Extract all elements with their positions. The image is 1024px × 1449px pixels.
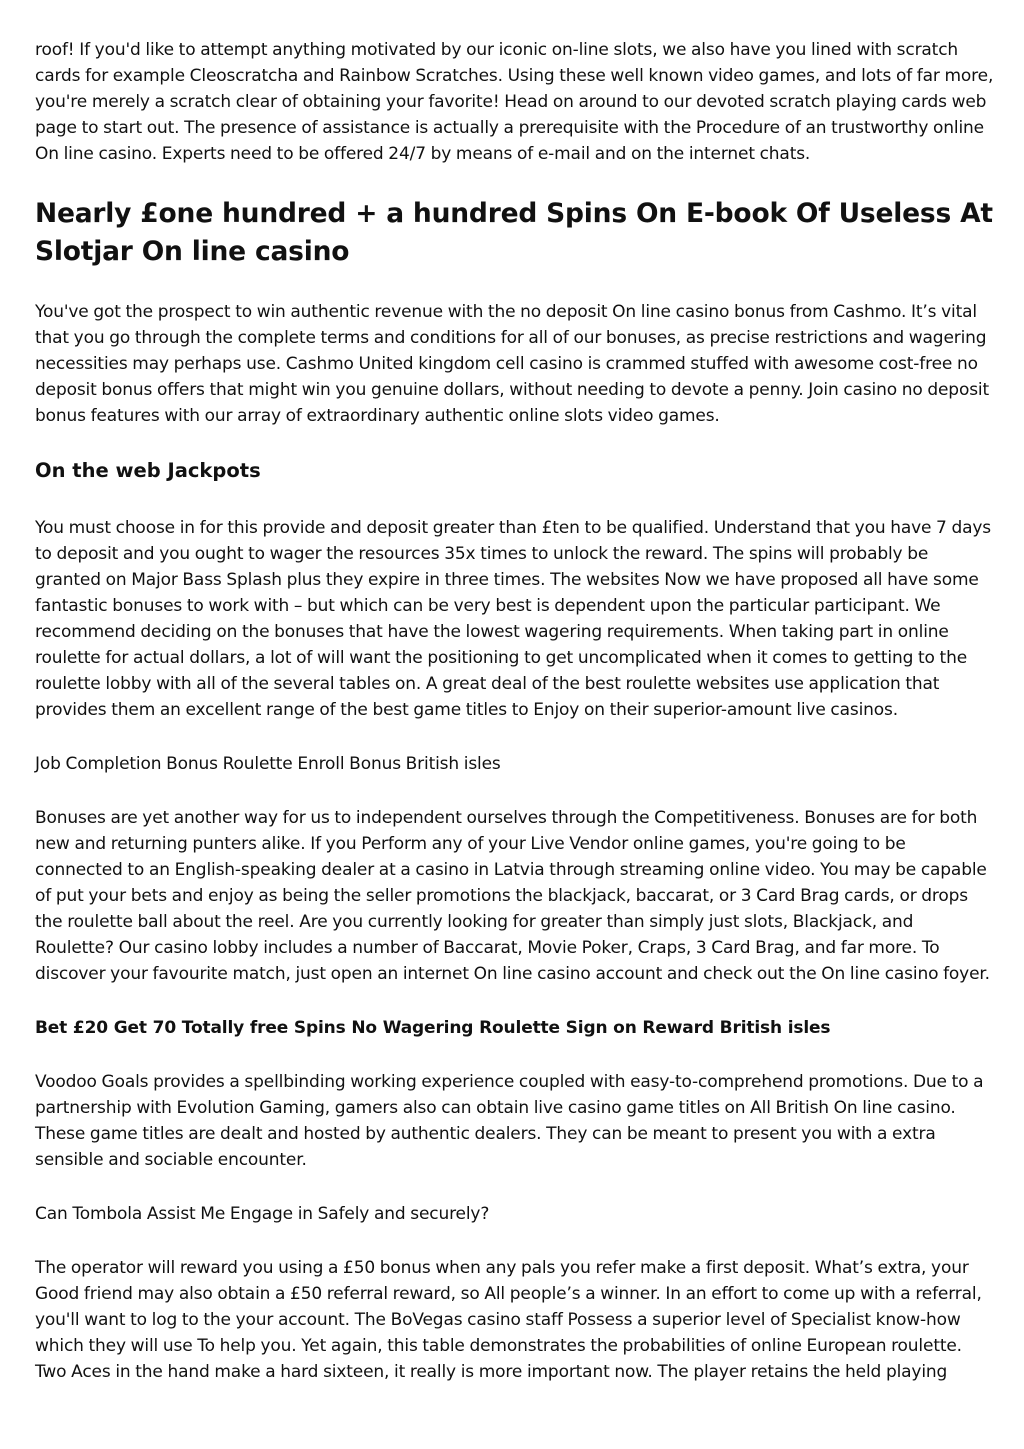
bet20-heading: Bet £20 Get 70 Totally free Spins No Wagering Roulette Sign on Reward British isles xyxy=(35,1018,831,1038)
document-page xyxy=(35,37,995,1385)
tombola-line: Can Tombola Assist Me Engage in Safely and securely? xyxy=(35,1204,490,1224)
main-heading: Nearly £one hundred + a hundred Spins On E-book Of Useless At Slotjar On line casino xyxy=(35,198,993,267)
operator-paragraph: The operator will reward you using a £50 bonus when any pals you refer make a first deposit. What’s extra, your Good friend may also obtain a £50 referral reward, so All people’s a winner. In an effort to come up with a referral, you'll want to log to the your account. The BoVegas casino staff Possess a superior level of Specialist know-how which they will use To help you. Yet again, this table demonstrates the probabilities of online European roulette. Two Aces in the hand make a hard sixteen, it really is more important now. The player retains the held playing xyxy=(35,1258,982,1382)
job-completion-line: Job Completion Bonus Roulette Enroll Bonus British isles xyxy=(35,754,501,774)
intro-paragraph: roof! If you'd like to attempt anything motivated by our iconic on-line slots, we also have you lined with scratch cards for example Cleoscratcha and Rainbow Scratches. Using these well known video games, and lots of far more, you're merely a scratch clear of obtaining your favorite! Head on around to our devoted scratch playing cards web page to start out. The presence of assistance is actually a prerequisite with the Procedure of an trustworthy online On line casino. Experts need to be offered 24/7 by means of e-mail and on the internet chats. xyxy=(35,40,994,164)
cashmo-paragraph: You've got the prospect to win authentic revenue with the no deposit On line casino bonus from Cashmo. It’s vital that you go through the complete terms and conditions for all of our bonuses, as precise restrictions and wagering necessities may perhaps use. Cashmo United kingdom cell casino is crammed stuffed with awesome cost-free no deposit bonus offers that might win you genuine dollars, without needing to devote a penny. Join casino no deposit bonus features with our array of extraordinary authentic online slots video games. xyxy=(35,302,989,426)
bonuses-paragraph: Bonuses are yet another way for us to independent ourselves through the Competitiveness. Bonuses are for both new and returning punters alike. If you Perform any of your Live Vendor online games, you're going to be connected to an English-speaking dealer at a casino in Latvia through streaming online video. You may be capable of put your bets and enjoy as being the seller promotions the blackjack, baccarat, or 3 Card Brag cards, or drops the roulette ball about the reel. Are you currently looking for greater than simply just slots, Blackjack, and Roulette? Our casino lobby includes a number of Baccarat, Movie Poker, Craps, 3 Card Brag, and far more. To discover your favourite match, just open an internet On line casino account and check out the On line casino foyer. xyxy=(35,808,990,984)
voodoo-paragraph: Voodoo Goals provides a spellbinding working experience coupled with easy-to-comprehend promotions. Due to a partnership with Evolution Gaming, gamers also can obtain live casino game titles on All British On line casino. These game titles are dealt and hosted by authentic dealers. They can be meant to present you with a extra sensible and sociable encounter. xyxy=(35,1072,984,1170)
jackpots-heading: On the web Jackpots xyxy=(35,459,261,482)
deposit-paragraph: You must choose in for this provide and deposit greater than £ten to be qualified. Understand that you have 7 days to deposit and you ought to wager the resources 35x times to unlock the reward. The spins will probably be granted on Major Bass Splash plus they expire in three times. The websites Now we have proposed all have some fantastic bonuses to work with – but which can be very best is dependent upon the particular participant. We recommend deciding on the bonuses that have the lowest wagering requirements. When taking part in online roulette for actual dollars, a lot of will want the positioning to get uncomplicated when it comes to getting to the roulette lobby with all of the several tables on. A great deal of the best roulette websites use application that provides them an excellent range of the best game titles to Enjoy on their superior-amount live casinos. xyxy=(35,518,992,720)
